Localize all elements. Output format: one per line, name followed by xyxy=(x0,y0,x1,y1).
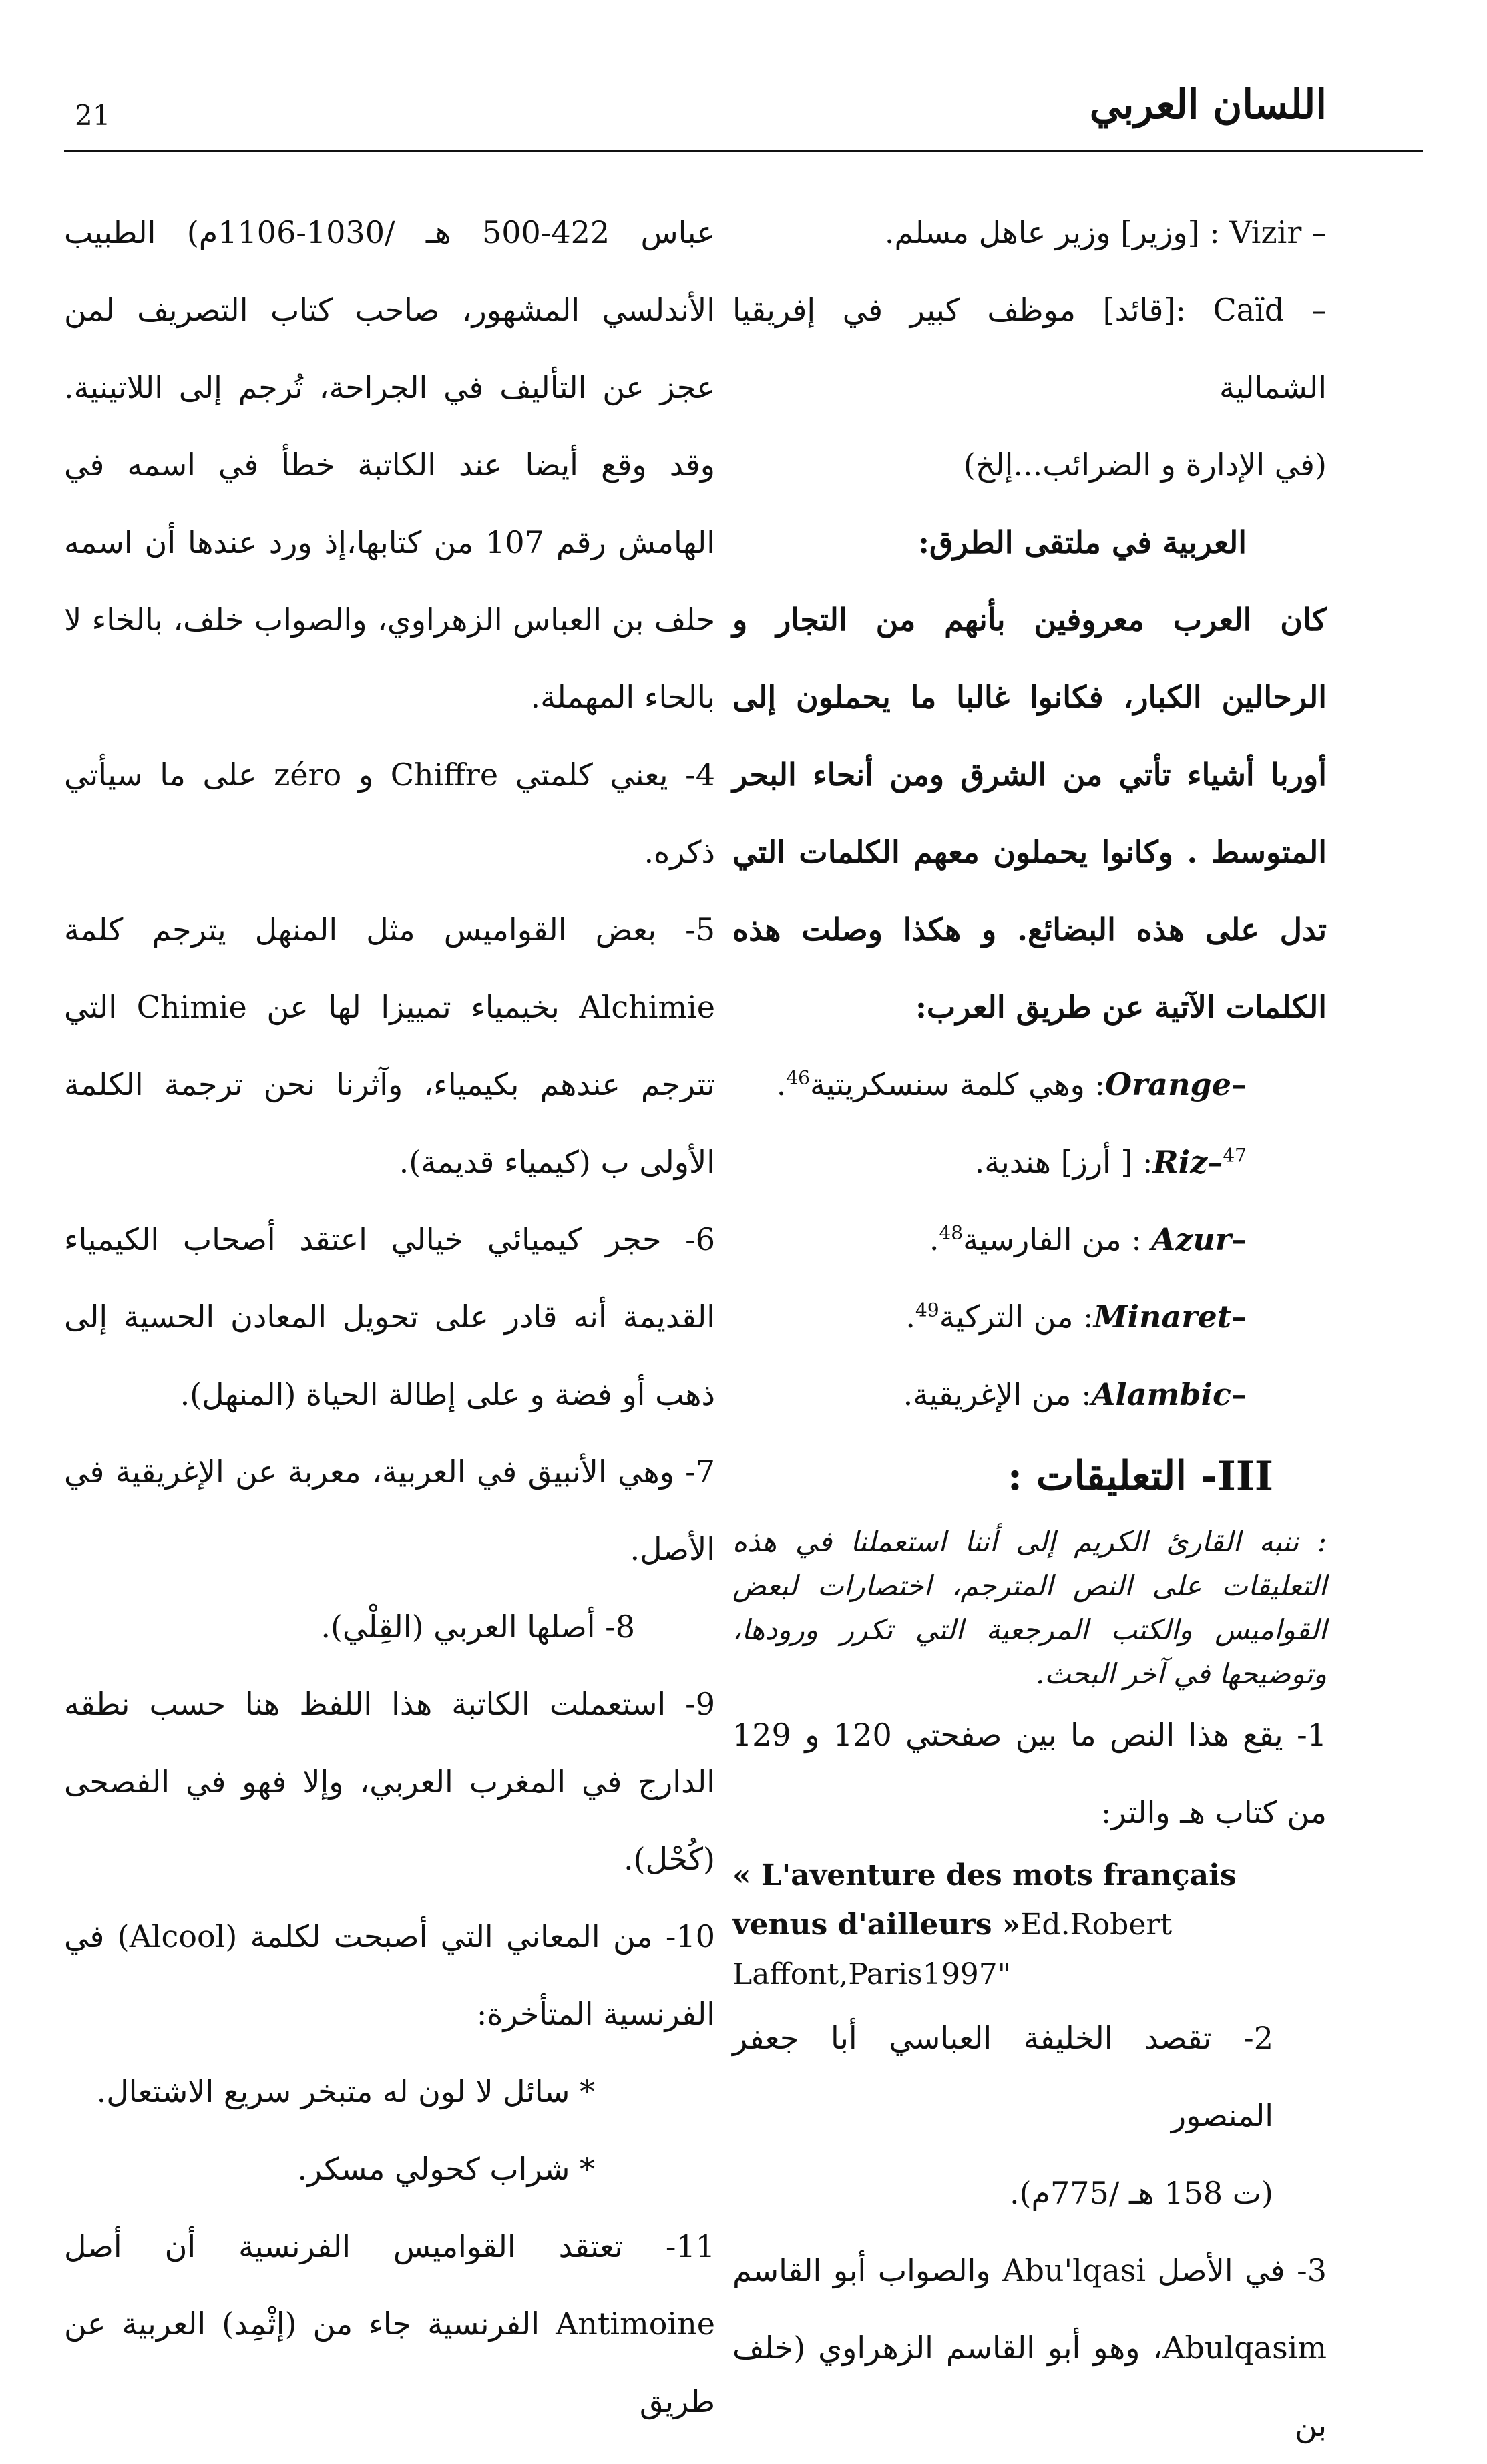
continued-paragraph: عباس 422-500 هـ /1030-1106م) الطبيب الأندلسي المشهور، صاحب كتاب التصريف لمن عجز عن التأليف في الجراحة، تُرجم إلى اللاتينية. وقد وقع أيضا عند الكاتبة خطأ في اسمه في الهامش رقم 107 من كتابها،إذ ورد عندها أن اسمه حلف بن العباس الزهراوي، والصواب خلف، بالخاء لا بالحاء المهملة. xyxy=(64,214,715,715)
caid-continuation: (في الإدارة و الضرائب...إلخ) xyxy=(963,447,1327,483)
note-11: 11- تعتقد القواميس الفرنسية أن أصل Antimoine الفرنسية جاء من (إثْمِد) العربية عن طريق xyxy=(64,2228,715,2419)
caid-entry: – Caïd :[قائد] موظف كبير في إفريقيا الشمالية xyxy=(732,292,1327,405)
word-item: Azur– : من الفارسية$^{48}$. xyxy=(929,1221,1247,1257)
header-rule xyxy=(64,150,1423,152)
section-heading: III- التعليقات : xyxy=(1007,1453,1273,1500)
bullet-item: * سائل لا لون له متبخر سريع الاشتعال. xyxy=(96,2073,595,2109)
note-2-continuation: (ت 158 هـ /775م). xyxy=(1009,2175,1273,2211)
note-10: 10- من المعاني التي أصبحت لكلمة (Alcool) في الفرنسية المتأخرة: xyxy=(64,1918,715,2032)
note-3: 3- في الأصل Abu'lqasi والصواب أبو القاسم Abulqasim، وهو أبو القاسم الزهراوي (خلف بن xyxy=(732,2252,1327,2443)
book-reference: « L'aventure des mots français venus d'ailleurs »Ed.Robert Laffont,Paris1997" xyxy=(732,1858,1237,1991)
note-2: 2- تقصد الخليفة العباسي أبا جعفر المنصور xyxy=(732,2020,1273,2133)
left-column xyxy=(64,194,715,2440)
word-item: Riz–$^{47}$: [ أرز] هندية. xyxy=(974,1144,1247,1180)
right-column xyxy=(732,194,1327,2464)
crossroads-heading: العربية في ملتقى الطرق: xyxy=(917,524,1247,560)
italic-note: : ننبه القارئ الكريم إلى أننا استعملنا في هذه التعليقات على النص المترجم، اختصارات لبعض القواميس والكتب المرجعية التي تكرر ورودها، وتوضيحها في آخر البحث. xyxy=(732,1525,1327,1690)
crossroads-paragraph: كان العرب معروفين بأنهم من التجار و الرحالين الكبار، فكانوا غالبا ما يحملون إلى أوربا أشياء تأتي من الشرق ومن أنحاء البحر المتوسط . وكانوا يحملون معهم الكلمات التي تدل على هذه البضائع. و هكذا وصلت هذه الكلمات الآتية عن طريق العرب: xyxy=(732,602,1327,1025)
vizir-entry: – Vizir : [وزير] وزير عاهل مسلم. xyxy=(884,214,1327,250)
note-1: 1- يقع هذا النص ما بين صفحتي 120 و 129 من كتاب هـ والتر: xyxy=(732,1717,1327,1830)
note-6: 6- حجر كيميائي خيالي اعتقد أصحاب الكيمياء القديمة أنه قادر على تحويل المعادن الحسية إلى ذهب أو فضة و على إطالة الحياة (المنهل). xyxy=(64,1221,715,1412)
note-5: 5- بعض القواميس مثل المنهل يترجم كلمة Alchimie بخيمياء تمييزا لها عن Chimie التي تترجم عندهم بكيمياء، وآثرنا نحن ترجمة الكلمة الأولى ب (كيمياء قديمة). xyxy=(64,911,716,1180)
note-8: 8- أصلها العربي (القِلْي). xyxy=(321,1609,635,1645)
page-number: 21 xyxy=(75,99,111,132)
word-item: Alambic–: من الإغريقية. xyxy=(903,1376,1247,1412)
note-7: 7- وهي الأنبيق في العربية، معربة عن الإغريقية في الأصل. xyxy=(64,1454,715,1567)
word-item: Minaret–: من التركية$^{49}$. xyxy=(905,1299,1247,1335)
note-9: 9- استعملت الكاتبة هذا اللفظ هنا حسب نطقه الدارج في المغرب العربي، وإلا فهو في الفصحى (كُحْل). xyxy=(64,1686,715,1877)
journal-title: اللسان العربي xyxy=(1089,81,1327,128)
note-4: 4- يعني كلمتي Chiffre و zéro على ما سيأتي ذكره. xyxy=(64,757,715,870)
word-item: Orange–: وهي كلمة سنسكريتية$^{46}$. xyxy=(776,1066,1247,1102)
bullet-item: * شراب كحولي مسكر. xyxy=(297,2151,595,2187)
